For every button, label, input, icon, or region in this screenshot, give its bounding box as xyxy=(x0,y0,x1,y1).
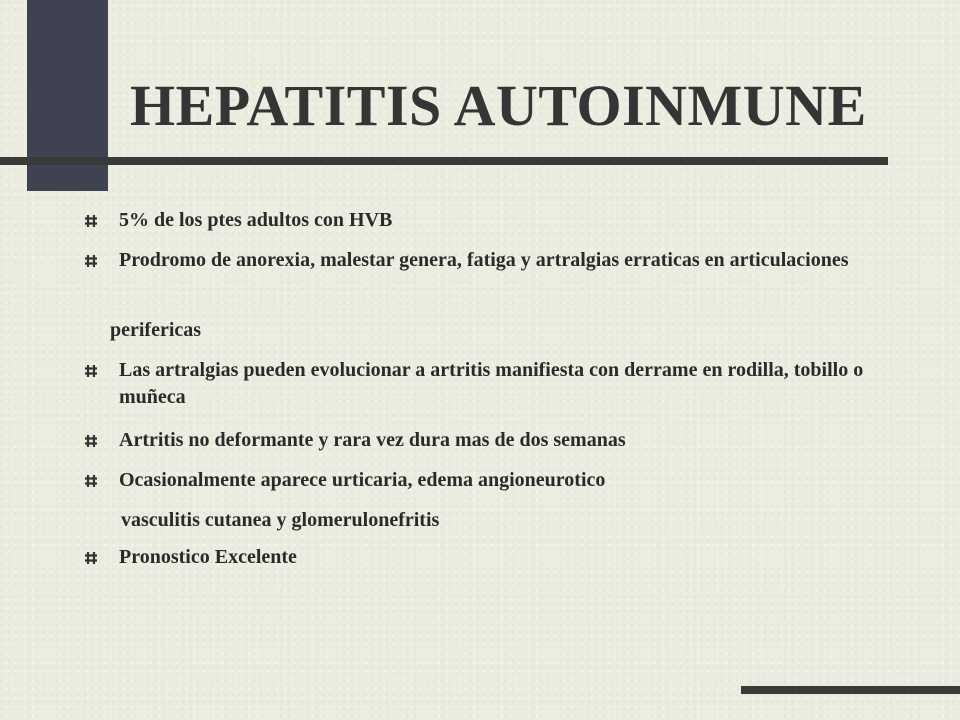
hash-bullet-icon xyxy=(84,474,98,488)
hash-bullet-icon xyxy=(84,214,98,228)
bullet-item: 5% de los ptes adultos con HVB xyxy=(119,209,393,231)
bullet-item: Prodromo de anorexia, malestar genera, fatiga y artralgias erraticas en articulaciones xyxy=(119,249,849,271)
hash-bullet-icon xyxy=(84,434,98,448)
bullet-item: Artritis no deformante y rara vez dura mas de dos semanas xyxy=(119,429,626,451)
bullet-item: Pronostico Excelente xyxy=(119,546,297,568)
bullet-item: Las artralgias pueden evolucionar a artritis manifiesta con derrame en rodilla, tobillo o muñeca xyxy=(119,359,864,408)
continuation-text: vasculitis cutanea y glomerulonefritis xyxy=(121,509,440,531)
corner-rule xyxy=(741,686,960,694)
title-underline-rule xyxy=(0,157,888,165)
hash-bullet-icon xyxy=(84,551,98,565)
hash-bullet-icon xyxy=(84,254,98,268)
hash-bullet-icon xyxy=(84,364,98,378)
slide-title: HEPATITIS AUTOINMUNE xyxy=(130,73,867,138)
continuation-text: perifericas xyxy=(110,319,202,341)
bullet-item: Ocasionalmente aparece urticaria, edema angioneurotico xyxy=(119,469,606,491)
